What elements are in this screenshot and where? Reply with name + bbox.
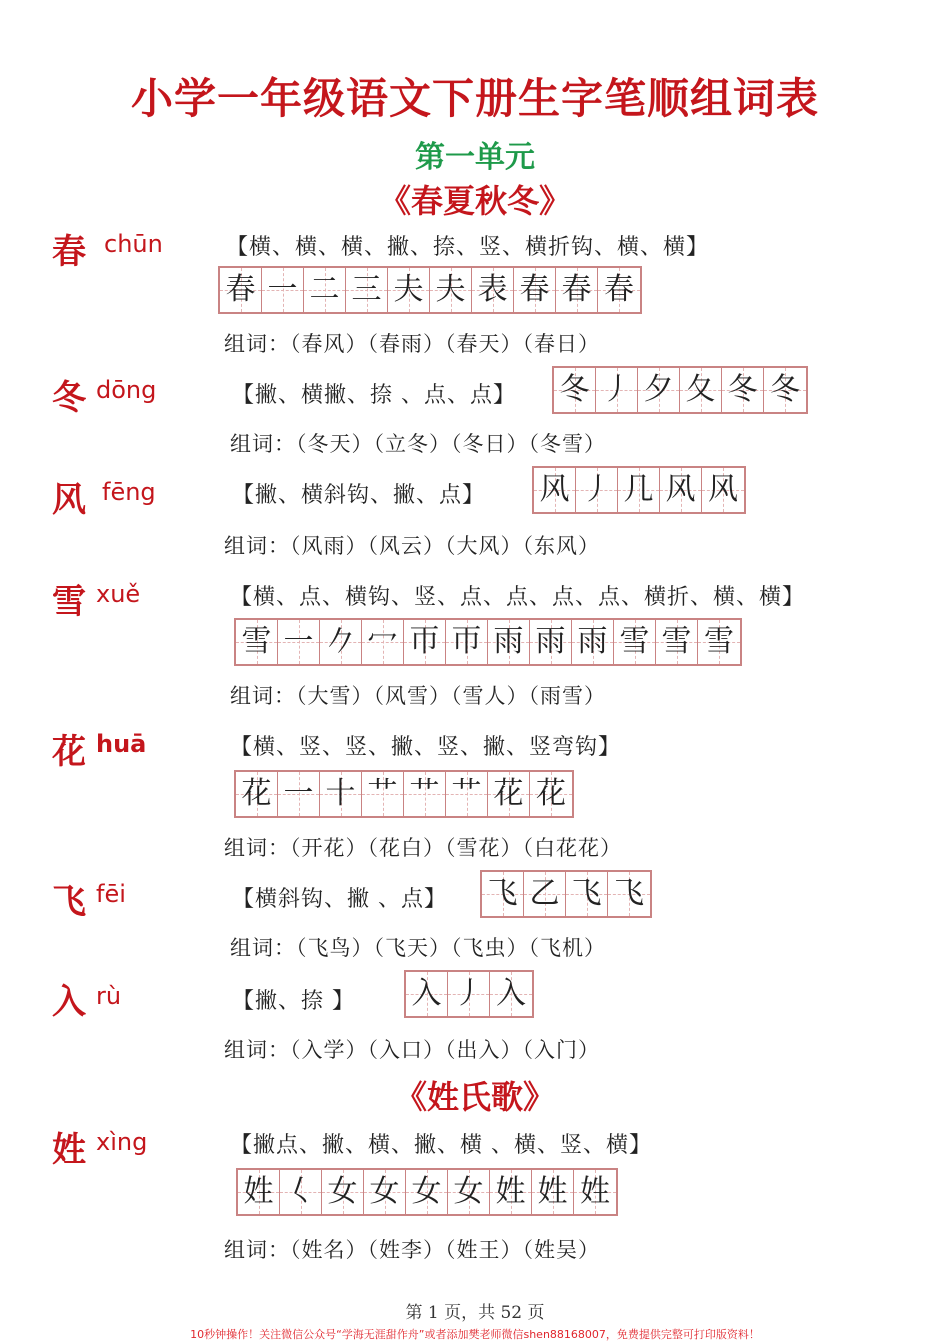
stroke-cell: 飞 bbox=[482, 872, 524, 916]
unit-heading: 第一单元 bbox=[415, 140, 535, 175]
stroke-cell: 姓 bbox=[574, 1170, 616, 1214]
stroke-cell: 冖 bbox=[362, 620, 404, 664]
entry-pinyin: fēng bbox=[102, 478, 156, 506]
stroke-cell: 冬 bbox=[554, 368, 596, 412]
stroke-cell: 艹 bbox=[362, 772, 404, 816]
stroke-grid bbox=[532, 466, 746, 514]
word-list: 组词：（开花）（花白）（雪花）（白花花） bbox=[224, 836, 622, 860]
stroke-cell: 风 bbox=[534, 468, 576, 512]
stroke-cell: 表 bbox=[472, 268, 514, 312]
stroke-cell: 冬 bbox=[722, 368, 764, 412]
entry-char: 飞 bbox=[52, 882, 86, 922]
promo-note: 10秒钟操作！关注微信公众号“学海无涯甜作舟”或者添加樊老师微信shen88168007，免费提供完整可打印版资料！ bbox=[190, 1328, 760, 1341]
stroke-cell: 风 bbox=[660, 468, 702, 512]
entry-pinyin: rù bbox=[96, 982, 122, 1010]
lesson-title-2: 《姓氏歌》 bbox=[394, 1078, 555, 1116]
word-list: 组词：（冬天）（立冬）（冬日）（冬雪） bbox=[230, 432, 606, 456]
stroke-cell: 帀 bbox=[446, 620, 488, 664]
stroke-cell: 雨 bbox=[572, 620, 614, 664]
entry-char: 冬 bbox=[52, 378, 86, 418]
stroke-cell: 花 bbox=[530, 772, 572, 816]
stroke-cell: 飞 bbox=[608, 872, 650, 916]
stroke-grid bbox=[552, 366, 808, 414]
stroke-cell: 三 bbox=[346, 268, 388, 312]
word-list: 组词：（飞鸟）（飞天）（飞虫）（飞机） bbox=[230, 936, 606, 960]
stroke-cell: 𠂊 bbox=[320, 620, 362, 664]
word-list: 组词：（春风）（春雨）（春天）（春日） bbox=[224, 332, 600, 356]
stroke-order: 【撇、捺 】 bbox=[232, 989, 355, 1014]
word-list: 组词：（大雪）（风雪）（雪人）（雨雪） bbox=[230, 684, 606, 708]
stroke-cell: 十 bbox=[320, 772, 362, 816]
entry-char: 姓 bbox=[52, 1130, 86, 1170]
entry-char: 花 bbox=[52, 732, 86, 772]
stroke-cell: 风 bbox=[702, 468, 744, 512]
stroke-cell: 雪 bbox=[614, 620, 656, 664]
stroke-cell: 一 bbox=[278, 620, 320, 664]
stroke-order: 【横、竖、竖、撇、竖、撇、竖弯钩】 bbox=[230, 735, 622, 760]
stroke-cell: 艹 bbox=[404, 772, 446, 816]
stroke-cell: 雨 bbox=[488, 620, 530, 664]
stroke-cell: 几 bbox=[618, 468, 660, 512]
stroke-cell: 姓 bbox=[532, 1170, 574, 1214]
stroke-cell: 女 bbox=[322, 1170, 364, 1214]
stroke-cell: 一 bbox=[278, 772, 320, 816]
stroke-order: 【撇、横斜钩、撇、点】 bbox=[232, 483, 486, 508]
stroke-cell: 春 bbox=[220, 268, 262, 312]
stroke-cell: 姓 bbox=[490, 1170, 532, 1214]
word-list: 组词：（风雨）（风云）（大风）（东风） bbox=[224, 534, 600, 558]
stroke-order: 【横、横、横、撇、捺、竖、横折钩、横、横】 bbox=[226, 235, 710, 260]
stroke-grid bbox=[234, 770, 574, 818]
stroke-order: 【横、点、横钩、竖、点、点、点、点、横折、横、横】 bbox=[230, 585, 806, 610]
stroke-cell: 姓 bbox=[238, 1170, 280, 1214]
entry-pinyin: chūn bbox=[104, 230, 163, 258]
stroke-cell: 丿 bbox=[448, 972, 490, 1016]
stroke-order: 【撇、横撇、捺 、点、点】 bbox=[232, 383, 516, 408]
stroke-cell: 入 bbox=[490, 972, 532, 1016]
stroke-cell: 帀 bbox=[404, 620, 446, 664]
word-list: 组词：（入学）（入口）（出入）（入门） bbox=[224, 1038, 600, 1062]
stroke-grid bbox=[236, 1168, 618, 1216]
page-number: 第 1 页，共 52 页 bbox=[405, 1303, 545, 1323]
entry-char: 入 bbox=[52, 982, 86, 1022]
entry-pinyin: xuě bbox=[96, 580, 141, 608]
stroke-cell: 夫 bbox=[388, 268, 430, 312]
stroke-cell: 飞 bbox=[566, 872, 608, 916]
stroke-grid bbox=[480, 870, 652, 918]
stroke-cell: 夂 bbox=[680, 368, 722, 412]
stroke-cell: 雪 bbox=[236, 620, 278, 664]
entry-char: 风 bbox=[52, 480, 86, 520]
stroke-cell: 乙 bbox=[524, 872, 566, 916]
stroke-cell: 夕 bbox=[638, 368, 680, 412]
entry-pinyin: fēi bbox=[96, 880, 126, 908]
stroke-cell: 丿 bbox=[596, 368, 638, 412]
stroke-order: 【横斜钩、撇 、点】 bbox=[232, 887, 447, 912]
entry-pinyin: huā bbox=[96, 730, 147, 758]
stroke-cell: 夫 bbox=[430, 268, 472, 312]
stroke-cell: 春 bbox=[598, 268, 640, 312]
stroke-cell: 雪 bbox=[656, 620, 698, 664]
stroke-grid bbox=[404, 970, 534, 1018]
stroke-cell: 艹 bbox=[446, 772, 488, 816]
stroke-cell: 雪 bbox=[698, 620, 740, 664]
page-title: 小学一年级语文下册生字笔顺组词表 bbox=[130, 74, 819, 123]
stroke-cell: 丿 bbox=[576, 468, 618, 512]
lesson-title-1: 《春夏秋冬》 bbox=[378, 182, 571, 220]
stroke-cell: 女 bbox=[364, 1170, 406, 1214]
stroke-cell: 一 bbox=[262, 268, 304, 312]
stroke-grid bbox=[234, 618, 742, 666]
stroke-cell: 春 bbox=[556, 268, 598, 312]
entry-char: 雪 bbox=[52, 582, 86, 622]
stroke-cell: 冬 bbox=[764, 368, 806, 412]
stroke-cell: 𡿨 bbox=[280, 1170, 322, 1214]
entry-pinyin: xìng bbox=[96, 1128, 148, 1156]
stroke-grid bbox=[218, 266, 642, 314]
stroke-cell: 春 bbox=[514, 268, 556, 312]
stroke-cell: 二 bbox=[304, 268, 346, 312]
stroke-cell: 女 bbox=[448, 1170, 490, 1214]
entry-char: 春 bbox=[52, 232, 86, 272]
stroke-order: 【撇点、撇、横、撇、横 、横、竖、横】 bbox=[230, 1133, 652, 1158]
stroke-cell: 雨 bbox=[530, 620, 572, 664]
entry-pinyin: dōng bbox=[96, 376, 157, 404]
word-list: 组词：（姓名）（姓李）（姓王）（姓吴） bbox=[224, 1238, 600, 1262]
stroke-cell: 女 bbox=[406, 1170, 448, 1214]
stroke-cell: 花 bbox=[236, 772, 278, 816]
stroke-cell: 入 bbox=[406, 972, 448, 1016]
stroke-cell: 花 bbox=[488, 772, 530, 816]
